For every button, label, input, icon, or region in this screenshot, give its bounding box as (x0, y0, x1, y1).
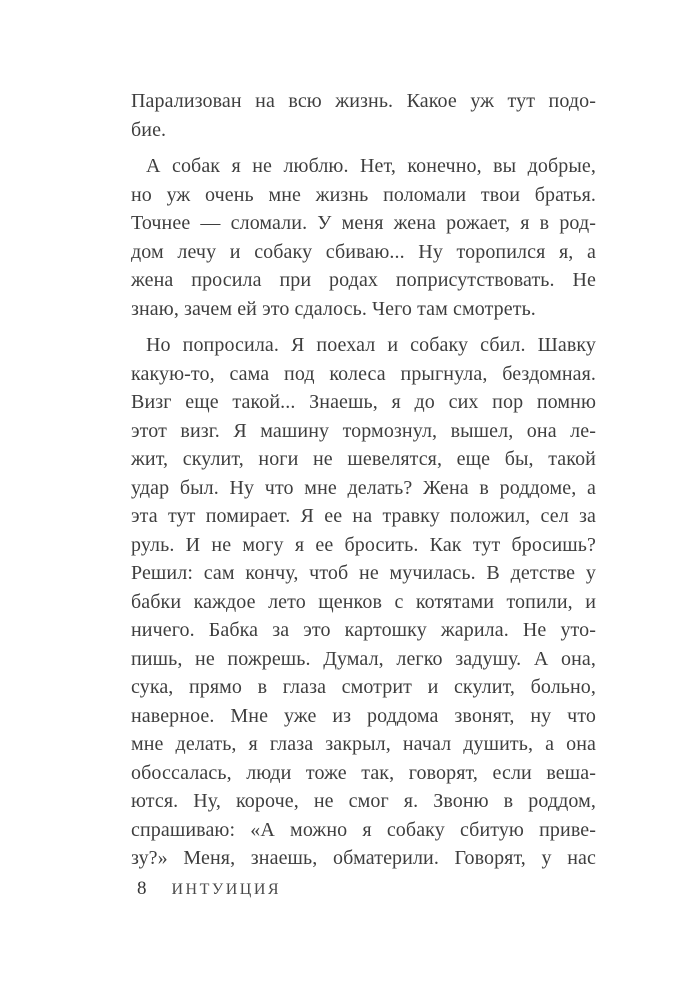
text-line: ются. Ну, короче, не смог я. Звоню в роддом, (131, 790, 596, 812)
text-line: руль. И не могу я ее бросить. Как тут бросишь? (131, 533, 596, 556)
text-line: пишь, не пожрешь. Думал, легко задушу. А она, (131, 647, 596, 670)
text-line: этот визг. Я машину тормознул, вышел, она ле- (131, 419, 596, 442)
text-line: ничего. Бабка за это картошку жарила. Не уто- (131, 619, 596, 641)
running-title: ИНТУИЦИЯ (171, 881, 282, 898)
text-line: Но попросила. Я поехал и собаку сбил. Шавку (146, 334, 596, 356)
text-line: Визг еще такой... Знаешь, я до сих пор помню (131, 391, 596, 413)
text-line: но уж очень мне жизнь поломали твои братья. (131, 183, 596, 206)
page-number: 8 (137, 878, 147, 899)
text-line: удар был. Ну что мне делать? Жена в роддоме, а (131, 476, 596, 499)
paragraph (131, 152, 596, 323)
text-line: бабки каждое лето щенков с котятами топили, и (131, 590, 596, 613)
body-text (131, 87, 596, 873)
text-line: обоссалась, люди тоже так, говорят, если веша- (131, 761, 596, 784)
text-line: дом лечу и собаку сбиваю... Ну торопился я, а (131, 240, 596, 263)
text-line: сука, прямо в глаза смотрит и скулит, больно, (131, 676, 596, 698)
text-line: какую-то, сама под колеса прыгнула, бездомная. (131, 362, 596, 385)
text-line: наверное. Мне уже из роддома звонят, ну что (131, 704, 596, 727)
text-line: А собак я не люблю. Нет, конечно, вы добрые, (146, 155, 596, 177)
text-line: Точнее — сломали. У меня жена рожает, я в род- (131, 212, 596, 234)
text-line: знаю, зачем ей это сдалось. Чего там смотреть. (131, 297, 536, 320)
paragraph (131, 331, 596, 873)
text-line: жена просила при родах поприсутствовать. Не (131, 269, 596, 291)
paragraph (131, 87, 596, 144)
page-footer (131, 878, 596, 900)
text-line: бие. (131, 118, 167, 141)
text-line: спрашиваю: «А можно я собаку сбитую приве- (131, 818, 596, 841)
text-line: мне делать, я глаза закрыл, начал душить, а она (131, 733, 596, 755)
text-line: Парализован на всю жизнь. Какое уж тут подо- (131, 90, 596, 112)
text-line: жит, скулит, ноги не шевелятся, еще бы, такой (131, 448, 596, 470)
text-line: зу?» Меня, знаешь, обматерили. Говорят, у нас (131, 847, 596, 869)
text-line: эта тут помирает. Я ее на травку положил, сел за (131, 505, 596, 527)
text-line: Решил: сам кончу, чтоб не мучилась. В детстве у (131, 562, 596, 584)
